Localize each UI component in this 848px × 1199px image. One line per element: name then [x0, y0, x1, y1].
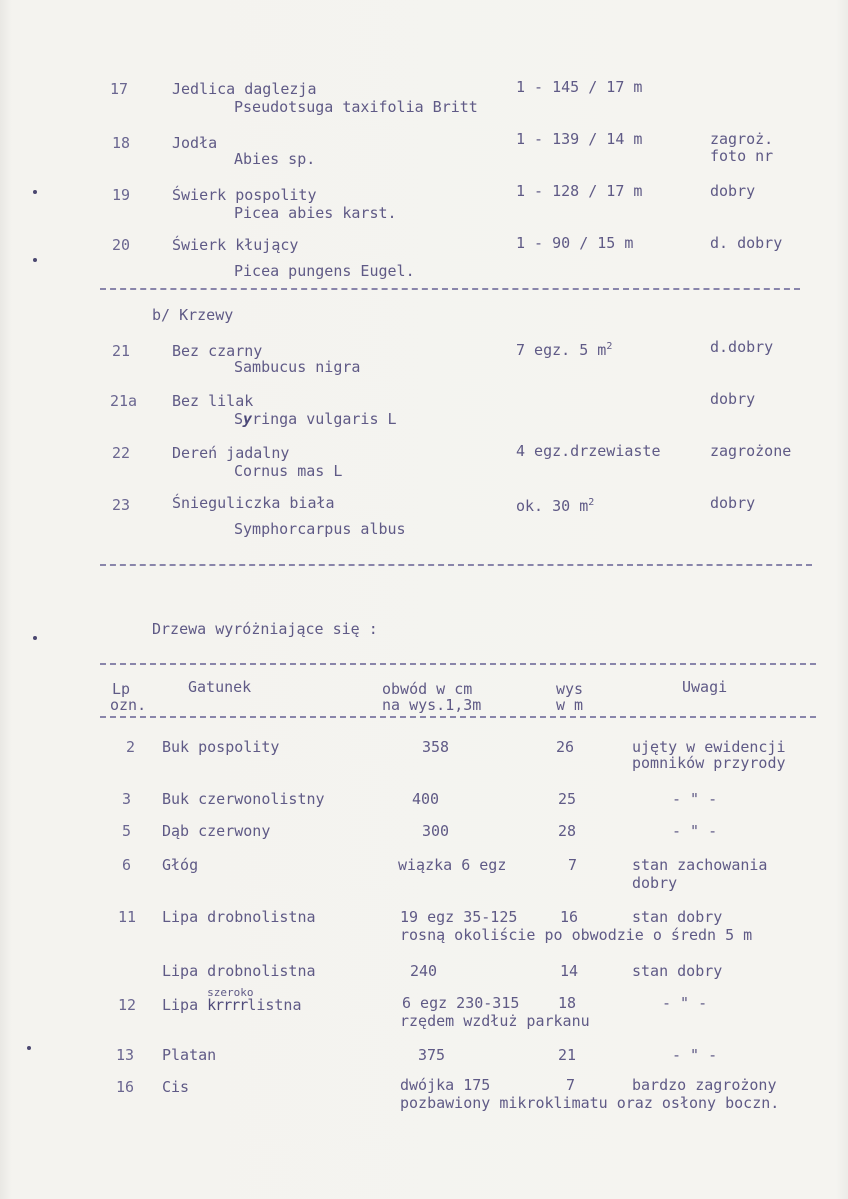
row-number: 21 [112, 342, 131, 360]
species-note: zagroż. [710, 130, 774, 148]
row-lp: 3 [122, 790, 132, 808]
row-circumference: 400 [412, 790, 440, 808]
row-height: 21 [558, 1046, 577, 1064]
species-latin: Picea pungens Eugel. [234, 262, 415, 280]
row-lp: 2 [126, 738, 136, 756]
margin-dot [33, 258, 37, 262]
species-name: Jodła [172, 134, 218, 152]
species-note: zagrożone [710, 442, 792, 460]
species-latin: Picea abies karst. [234, 204, 397, 222]
row-height: 18 [558, 994, 577, 1012]
row-notes: - " - [662, 994, 708, 1012]
distinct-trees-heading: Drzewa wyróżniające się : [152, 620, 378, 638]
row-number: 20 [112, 236, 131, 254]
row-number: 17 [110, 80, 129, 98]
col-circumference-2: na wys.1,3m [382, 696, 482, 714]
row-height: 26 [556, 738, 575, 756]
col-height: wys [556, 680, 584, 698]
row-notes: stan dobry [632, 908, 723, 926]
row-circumference: 6 egz 230-315 [402, 994, 520, 1012]
species-data: ok. 30 $m^2$ [516, 497, 595, 515]
row-lp: 13 [116, 1046, 135, 1064]
row-species: Lipa szeroko krrrrlistna [162, 986, 302, 1014]
row-extra-note: pozbawiony mikroklimatu oraz osłony boczn. [400, 1094, 780, 1112]
row-height: 25 [558, 790, 577, 808]
row-height: 14 [560, 962, 579, 980]
row-species: Platan [162, 1046, 217, 1064]
row-species: Cis [162, 1078, 190, 1096]
row-circumference: dwójka 175 [400, 1076, 491, 1094]
row-species: Buk czerwonolistny [162, 790, 325, 808]
row-notes: stan dobry [632, 962, 723, 980]
table-header-rule [100, 716, 816, 718]
species-note-2: foto nr [710, 147, 774, 165]
row-notes: - " - [672, 790, 718, 808]
species-data: 4 egz.drzewiaste [516, 442, 661, 460]
col-lp: Lp [112, 680, 131, 698]
species-data: 1 - 139 / 14 m [516, 130, 643, 148]
row-lp: 12 [118, 996, 137, 1014]
row-species: Dąb czerwony [162, 822, 271, 840]
section-divider [100, 288, 800, 290]
row-species: Lipa drobnolistna [162, 962, 316, 980]
row-height: 16 [560, 908, 579, 926]
row-height: 28 [558, 822, 577, 840]
col-species: Gatunek [188, 678, 252, 696]
row-number: 22 [112, 444, 131, 462]
row-circumference: 375 [418, 1046, 446, 1064]
species-name: Świerk kłujący [172, 236, 299, 254]
row-species: Buk pospolity [162, 738, 280, 756]
col-lp-2: ozn. [110, 696, 147, 714]
row-lp: 11 [118, 908, 137, 926]
margin-dot [33, 636, 37, 640]
species-data: 1 - 90 / 15 m [516, 234, 634, 252]
species-note: dobry [710, 182, 756, 200]
row-notes-2: dobry [632, 874, 678, 892]
shrubs-heading: b/ Krzewy [152, 306, 234, 324]
species-note: dobry [710, 494, 756, 512]
species-note: d. dobry [710, 234, 783, 252]
row-circumference: 19 egz 35-125 [400, 908, 518, 926]
species-note: dobry [710, 390, 756, 408]
row-circumference: wiązka 6 egz [398, 856, 507, 874]
row-height: 7 [568, 856, 578, 874]
species-latin: Symphorcarpus albus [234, 520, 406, 538]
species-data: 7 egz. 5 $m^2$ [516, 341, 613, 359]
species-data: 1 - 145 / 17 m [516, 78, 643, 96]
row-notes: - " - [672, 1046, 718, 1064]
row-number: 18 [112, 134, 131, 152]
species-name: Bez lilak [172, 392, 254, 410]
species-latin: Cornus mas L [234, 462, 343, 480]
col-notes: Uwagi [682, 678, 728, 696]
row-circumference: 300 [422, 822, 450, 840]
row-number: 21a [110, 392, 138, 410]
row-notes: bardzo zagrożony [632, 1076, 777, 1094]
species-name: Jedlica daglezja [172, 80, 317, 98]
table-top-rule [100, 663, 816, 665]
row-extra-note: rosną okoliście po obwodzie o średn 5 m [400, 926, 753, 944]
row-species: Lipa drobnolistna [162, 908, 316, 926]
species-data: 1 - 128 / 17 m [516, 182, 643, 200]
row-notes: ujęty w ewidencji [632, 738, 786, 756]
row-notes-2: pomników przyrody [632, 754, 786, 772]
row-number: 19 [112, 186, 131, 204]
species-latin: Sambucus nigra [234, 358, 361, 376]
species-latin: Pseudotsuga taxifolia Britt [234, 98, 478, 116]
species-name: Świerk pospolity [172, 186, 317, 204]
col-height-2: w m [556, 696, 584, 714]
col-circumference: obwód w cm [382, 680, 473, 698]
row-number: 23 [112, 496, 131, 514]
row-notes: stan zachowania [632, 856, 768, 874]
row-lp: 16 [116, 1078, 135, 1096]
row-species: Głóg [162, 856, 199, 874]
margin-dot [27, 1046, 31, 1050]
row-lp: 6 [122, 856, 132, 874]
margin-dot [33, 190, 37, 194]
species-name: Bez czarny [172, 342, 263, 360]
species-note: d.dobry [710, 338, 774, 356]
row-notes: - " - [672, 822, 718, 840]
species-latin: Abies sp. [234, 150, 316, 168]
row-lp: 5 [122, 822, 132, 840]
row-circumference: 358 [422, 738, 450, 756]
species-name: Śnieguliczka biała [172, 494, 335, 512]
section-divider [100, 564, 812, 566]
species-name: Dereń jadalny [172, 444, 290, 462]
row-extra-note: rzędem wzdłuż parkanu [400, 1012, 590, 1030]
row-height: 7 [566, 1076, 576, 1094]
species-latin: Syringa vulgaris L [234, 410, 397, 428]
row-circumference: 240 [410, 962, 438, 980]
